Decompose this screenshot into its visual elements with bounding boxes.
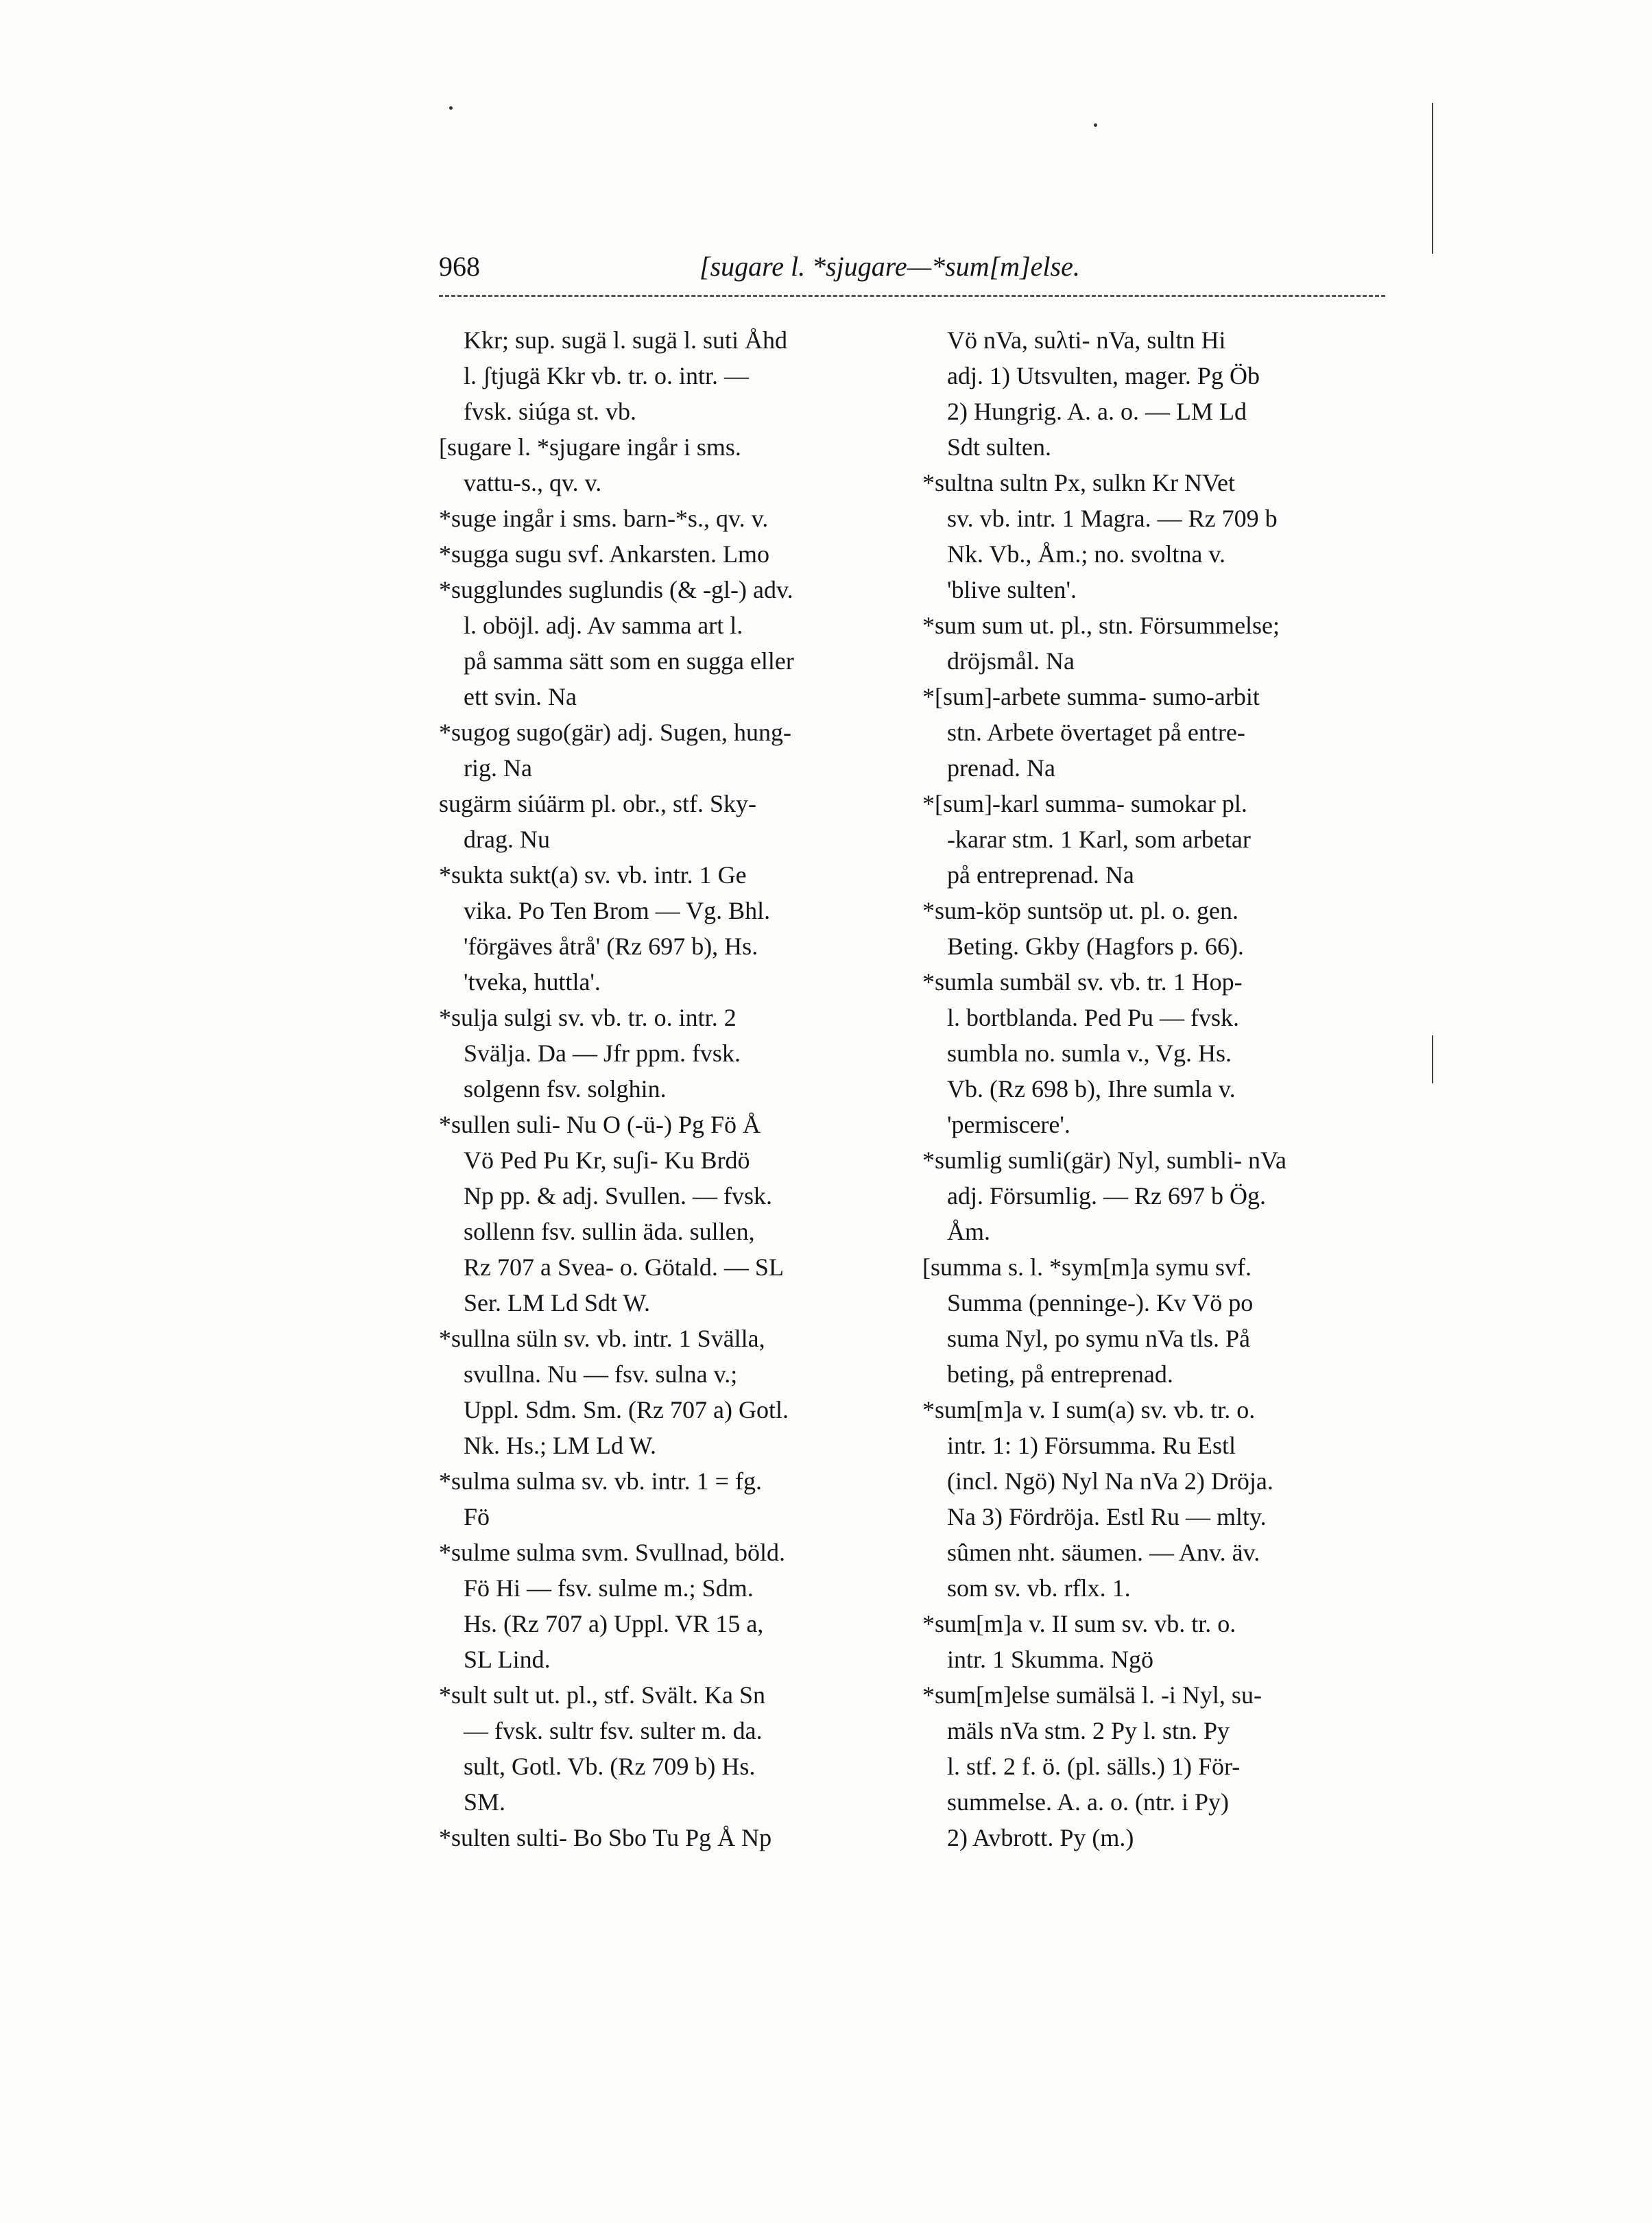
dictionary-entry [439, 1820, 909, 1855]
entry-line: sollenn fsv. sullin äda. sullen, [464, 1218, 755, 1245]
dictionary-entry [922, 786, 1396, 893]
entry-line: *sugog sugo(gär) adj. Sugen, hung- [439, 719, 791, 746]
entry-line: *[sum]-arbete summa- sumo-arbit [922, 683, 1260, 710]
dictionary-entry [439, 1677, 909, 1820]
entry-line: *sugglundes suglundis (& -gl-) adv. [439, 576, 793, 603]
entry-line: Beting. Gkby (Hagfors p. 66). [947, 933, 1244, 960]
entry-line: mäls nVa stm. 2 Py l. stn. Py [947, 1717, 1230, 1744]
entry-line: Fö Hi — fsv. sulme m.; Sdm. [464, 1574, 754, 1602]
entry-line: Na 3) Fördröja. Estl Ru — mlty. [947, 1503, 1267, 1530]
entry-line: *sumlig sumli(gär) Nyl, sumbli- nVa [922, 1146, 1286, 1174]
dictionary-entry [439, 536, 909, 572]
dictionary-entry [922, 1142, 1396, 1249]
entry-line: SM. [464, 1788, 506, 1816]
entry-line: Vb. (Rz 698 b), Ihre sumla v. [947, 1075, 1236, 1103]
entry-line: [summa s. l. *sym[m]a symu svf. [922, 1253, 1252, 1281]
entry-line: *sum-köp suntsöp ut. pl. o. gen. [922, 897, 1239, 924]
entry-line: l. bortblanda. Ped Pu — fvsk. [947, 1004, 1239, 1031]
entry-line: *[sum]-karl summa- sumokar pl. [922, 790, 1247, 817]
entry-line: *sugga sugu svf. Ankarsten. Lmo [439, 540, 769, 568]
entry-line: 'permiscere'. [947, 1111, 1070, 1138]
page-number: 968 [439, 251, 480, 282]
entry-line: *sullna süln sv. vb. intr. 1 Svälla, [439, 1325, 765, 1352]
dictionary-entry [922, 1392, 1396, 1606]
speck [1094, 123, 1097, 127]
entry-line: — fvsk. sultr fsv. sulter m. da. [464, 1717, 763, 1744]
dictionary-entry [922, 465, 1396, 608]
entry-line: *sulme sulma svm. Svullnad, böld. [439, 1539, 786, 1566]
right-column [922, 322, 1396, 1855]
entry-line: *sulma sulma sv. vb. intr. 1 = fg. [439, 1467, 762, 1495]
entry-line: Sdt sulten. [947, 433, 1052, 461]
dictionary-entry [922, 1606, 1396, 1677]
entry-line: stn. Arbete övertaget på entre- [947, 719, 1245, 746]
entry-line: *sumla sumbäl sv. vb. tr. 1 Hop- [922, 968, 1243, 996]
entry-line: (incl. Ngö) Nyl Na nVa 2) Dröja. [947, 1467, 1273, 1495]
entry-line: *sult sult ut. pl., stf. Svält. Ka Sn [439, 1681, 766, 1709]
speck [449, 106, 453, 110]
entry-line: 'förgäves åtrå' (Rz 697 b), Hs. [464, 933, 758, 960]
dictionary-entry [439, 1535, 909, 1677]
entry-line: *sultna sultn Px, sulkn Kr NVet [922, 469, 1236, 496]
dictionary-entry [439, 501, 909, 536]
entry-line: beting, på entreprenad. [947, 1360, 1173, 1388]
entry-line: Hs. (Rz 707 a) Uppl. VR 15 a, [464, 1610, 764, 1637]
entry-line: adj. Försumlig. — Rz 697 b Ög. [947, 1182, 1266, 1210]
entry-line: Vö nVa, suλti- nVa, sultn Hi [947, 326, 1226, 354]
entry-line: 'tveka, huttla'. [464, 968, 601, 996]
dictionary-entry [922, 964, 1396, 1142]
entry-line: prenad. Na [947, 754, 1055, 782]
entry-line: l. oböjl. adj. Av samma art l. [464, 612, 743, 639]
entry-line: Vö Ped Pu Kr, suʃi- Ku Brdö [464, 1146, 750, 1174]
dictionary-entry [922, 322, 1396, 465]
dictionary-entry [439, 322, 909, 429]
entry-line: *suge ingår i sms. barn-*s., qv. v. [439, 505, 769, 532]
entry-line: SL Lind. [464, 1646, 551, 1673]
entry-line: summelse. A. a. o. (ntr. i Py) [947, 1788, 1229, 1816]
entry-line: *sum sum ut. pl., stn. Försummelse; [922, 612, 1280, 639]
entry-line: Rz 707 a Svea- o. Götald. — SL [464, 1253, 784, 1281]
entry-line: intr. 1 Skumma. Ngö [947, 1646, 1154, 1673]
left-column [439, 322, 909, 1855]
entry-line: drag. Nu [464, 826, 550, 853]
entry-line: adj. 1) Utsvulten, mager. Pg Öb [947, 362, 1260, 389]
entry-line: Nk. Hs.; LM Ld W. [464, 1432, 657, 1459]
entry-line: Uppl. Sdm. Sm. (Rz 707 a) Gotl. [464, 1396, 789, 1423]
entry-line: Åm. [947, 1218, 990, 1245]
entry-line: Summa (penninge-). Kv Vö po [947, 1289, 1254, 1317]
entry-line: Np pp. & adj. Svullen. — fvsk. [464, 1182, 772, 1210]
dictionary-entry [922, 1249, 1396, 1392]
entry-line: rig. Na [464, 754, 532, 782]
entry-line: dröjsmål. Na [947, 647, 1075, 675]
margin-mark [1432, 1035, 1433, 1083]
dictionary-entry [922, 679, 1396, 786]
entry-line: svullna. Nu — fsv. sulna v.; [464, 1360, 738, 1388]
entry-line: [sugare l. *sjugare ingår i sms. [439, 433, 741, 461]
dictionary-entry [922, 608, 1396, 679]
entry-line: sult, Gotl. Vb. (Rz 709 b) Hs. [464, 1753, 756, 1780]
entry-line: *sulten sulti- Bo Sbo Tu Pg Å Np [439, 1824, 772, 1851]
entry-line: -karar stm. 1 Karl, som arbetar [947, 826, 1251, 853]
entry-line: Nk. Vb., Åm.; no. svoltna v. [947, 540, 1226, 568]
entry-line: sumbla no. sumla v., Vg. Hs. [947, 1040, 1232, 1067]
entry-line: vattu-s., qv. v. [464, 469, 602, 496]
entry-line: l. stf. 2 f. ö. (pl. sälls.) 1) För- [947, 1753, 1241, 1780]
entry-line: Kkr; sup. sugä l. sugä l. suti Åhd [464, 326, 787, 354]
entry-line: på samma sätt som en sugga eller [464, 647, 794, 675]
entry-line: Ser. LM Ld Sdt W. [464, 1289, 651, 1317]
entry-line: 2) Hungrig. A. a. o. — LM Ld [947, 398, 1247, 425]
dictionary-entry [439, 429, 909, 501]
entry-line: *sum[m]else sumälsä l. -i Nyl, su- [922, 1681, 1262, 1709]
dictionary-entry [439, 1000, 909, 1107]
dictionary-entry [922, 893, 1396, 964]
entry-line: sv. vb. intr. 1 Magra. — Rz 709 b [947, 505, 1278, 532]
entry-line: fvsk. siúga st. vb. [464, 398, 636, 425]
entry-line: ett svin. Na [464, 683, 577, 710]
dictionary-entry [439, 1321, 909, 1463]
entry-line: sugärm siúärm pl. obr., stf. Sky- [439, 790, 756, 817]
dictionary-entry [439, 1107, 909, 1321]
entry-line: Svälja. Da — Jfr ppm. fvsk. [464, 1040, 741, 1067]
dictionary-entry [439, 857, 909, 1000]
running-head: [sugare l. *sjugare—*sum[m]else. [699, 251, 1080, 282]
entry-line: *sukta sukt(a) sv. vb. intr. 1 Ge [439, 861, 747, 889]
entry-line: 'blive sulten'. [947, 576, 1077, 603]
entry-line: l. ʃtjugä Kkr vb. tr. o. intr. — [464, 362, 749, 389]
dictionary-entry [439, 786, 909, 857]
entry-line: Fö [464, 1503, 490, 1530]
dictionary-entry [439, 572, 909, 714]
entry-line: vika. Po Ten Brom — Vg. Bhl. [464, 897, 771, 924]
margin-mark [1432, 103, 1433, 254]
entry-line: som sv. vb. rflx. 1. [947, 1574, 1131, 1602]
entry-line: suma Nyl, po symu nVa tls. På [947, 1325, 1251, 1352]
entry-line: sûmen nht. säumen. — Anv. äv. [947, 1539, 1260, 1566]
entry-line: *sulja sulgi sv. vb. tr. o. intr. 2 [439, 1004, 737, 1031]
header-rule [439, 295, 1385, 297]
entry-line: på entreprenad. Na [947, 861, 1134, 889]
dictionary-entry [922, 1677, 1396, 1855]
entry-line: intr. 1: 1) Försumma. Ru Estl [947, 1432, 1236, 1459]
dictionary-entry [439, 1463, 909, 1535]
dictionary-entry [439, 714, 909, 786]
entry-line: *sum[m]a v. II sum sv. vb. tr. o. [922, 1610, 1236, 1637]
entry-line: 2) Avbrott. Py (m.) [947, 1824, 1134, 1851]
entry-line: *sullen suli- Nu O (-ü-) Pg Fö Å [439, 1111, 761, 1138]
entry-line: *sum[m]a v. I sum(a) sv. vb. tr. o. [922, 1396, 1256, 1423]
entry-line: solgenn fsv. solghin. [464, 1075, 667, 1103]
page-header [439, 243, 1385, 298]
